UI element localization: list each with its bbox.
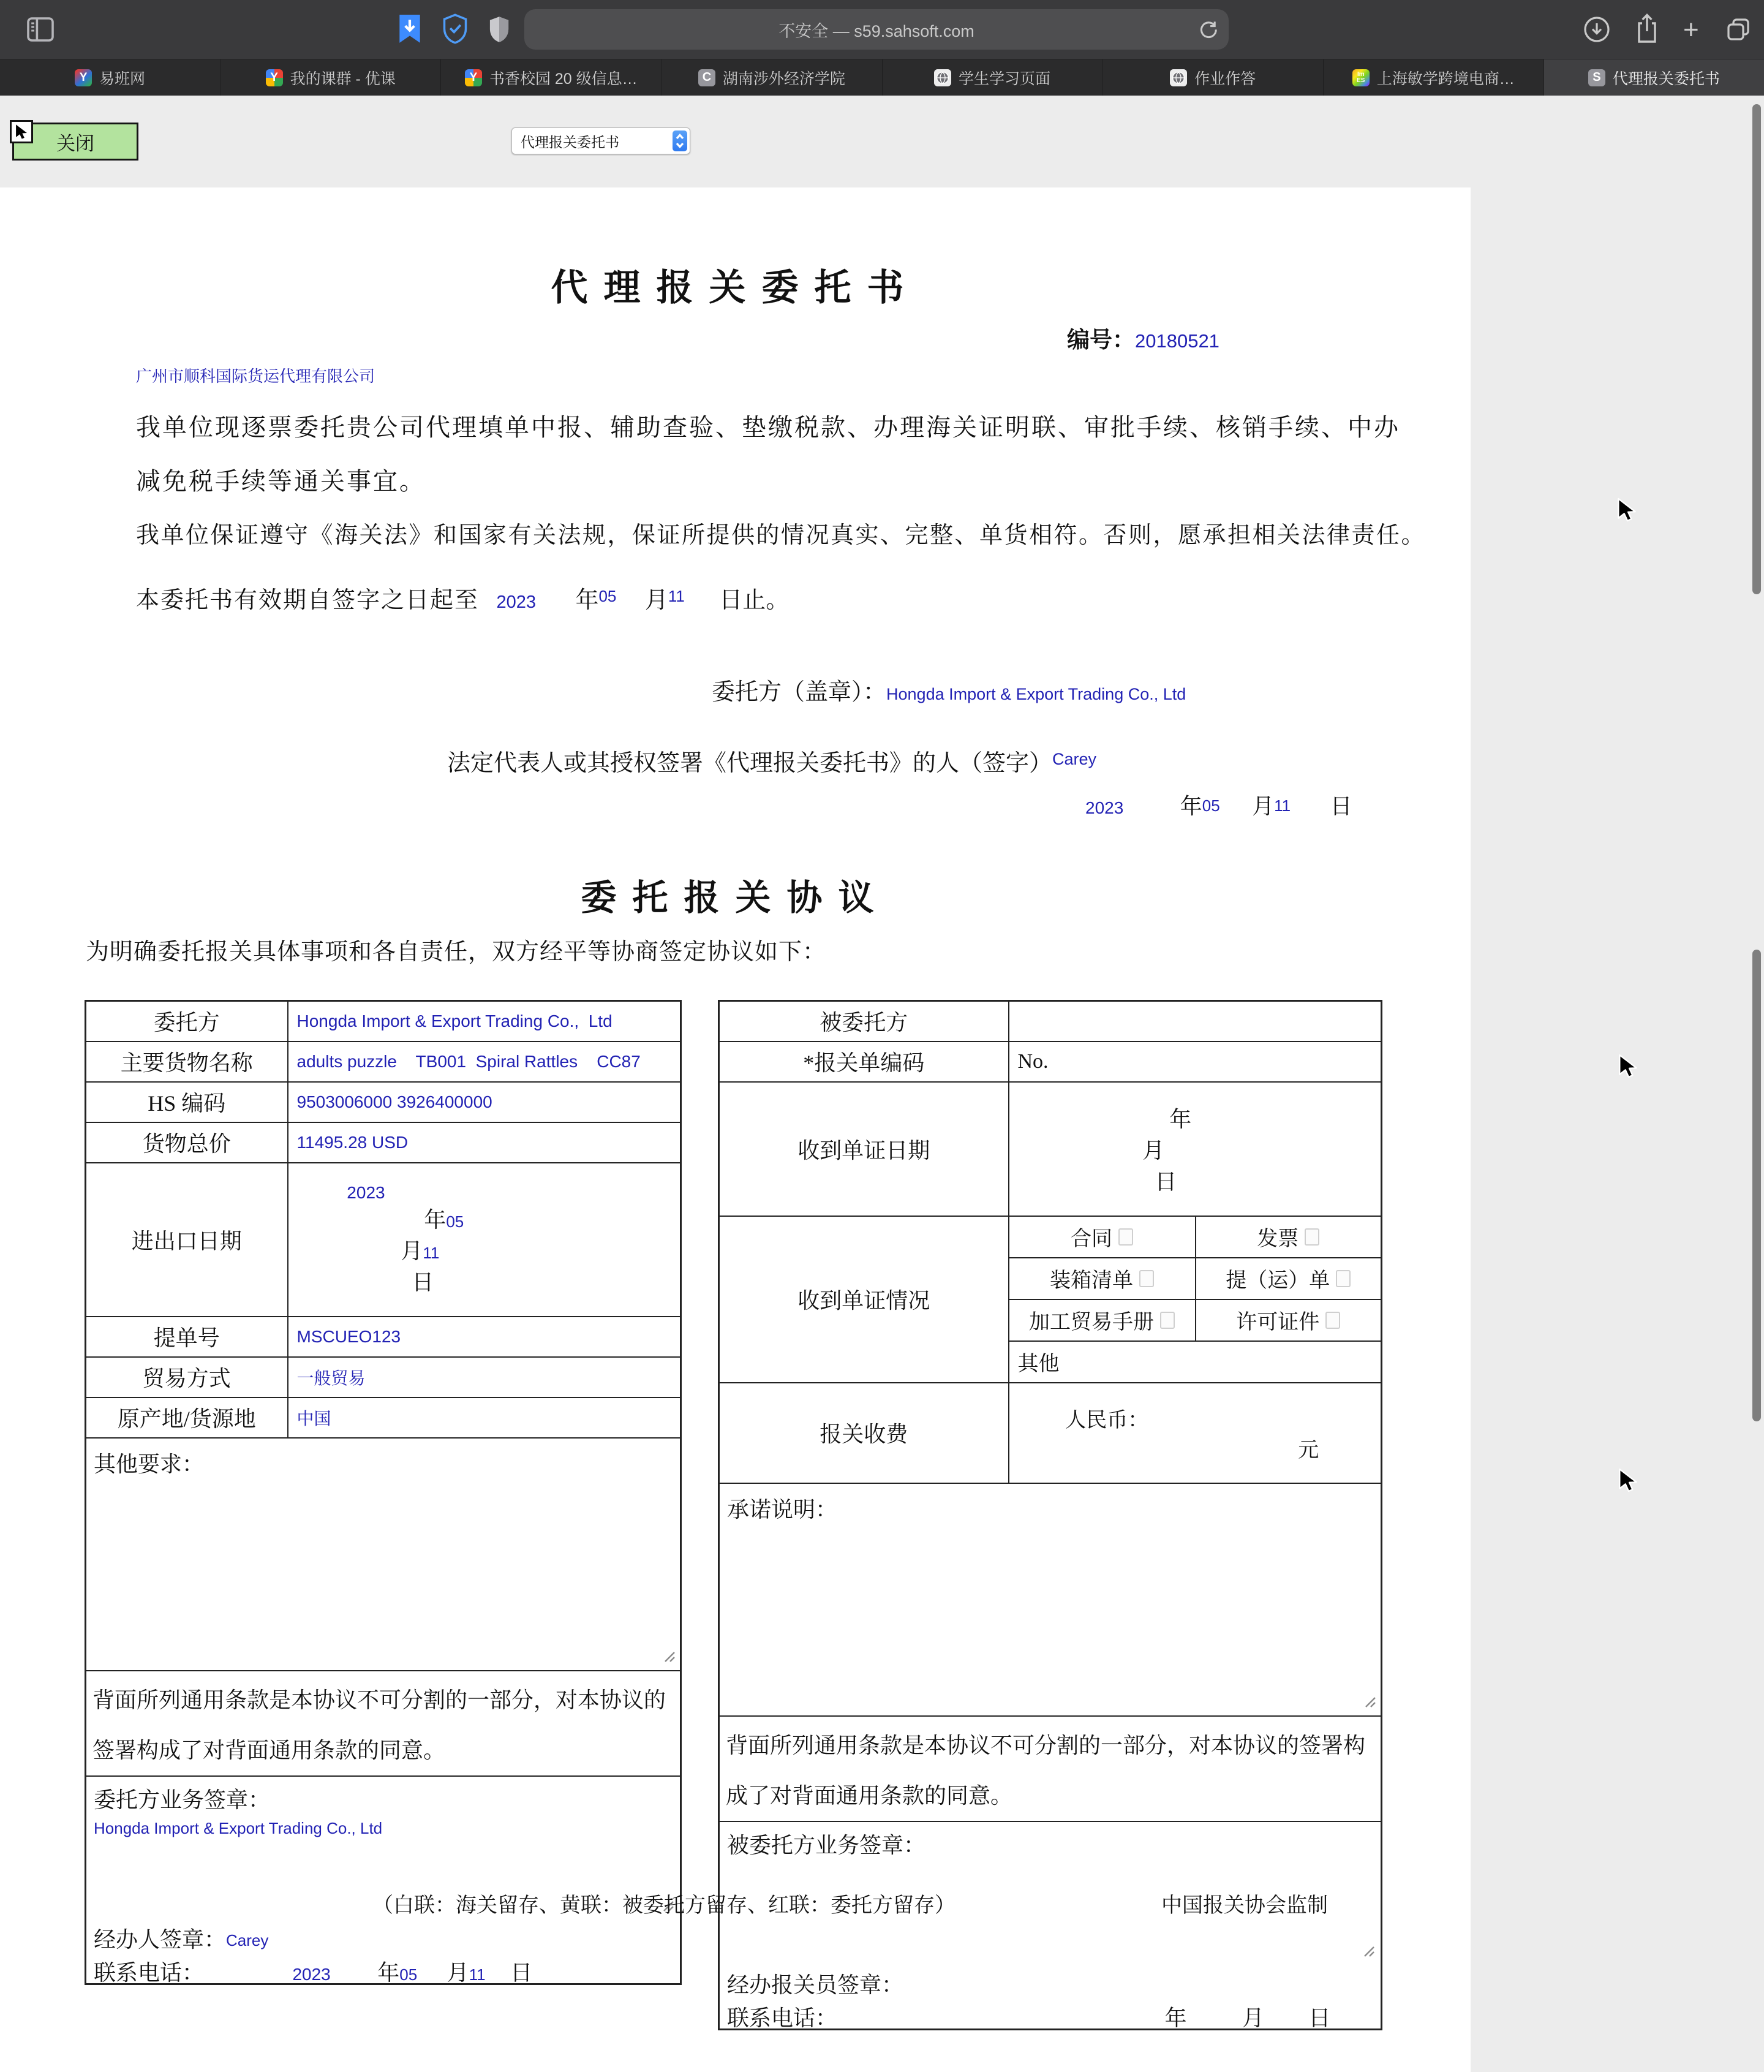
row-label: *报关单编码 bbox=[719, 1042, 1009, 1082]
entrusted-signature-cell bbox=[719, 1821, 1382, 2030]
origin-field[interactable]: 中国 bbox=[288, 1397, 681, 1438]
entrust-signature-cell bbox=[86, 1776, 681, 1984]
agreement-section-title: 委托报关协议 bbox=[581, 878, 890, 918]
month-char: 月 bbox=[401, 1238, 423, 1263]
validity-prefix: 本委托书有效期自签字之日起至 bbox=[136, 588, 480, 613]
tab-label: 作业作答 bbox=[1194, 70, 1256, 88]
agent-signature-label: 经办人签章： bbox=[94, 1927, 227, 1952]
row-label: 货物总价 bbox=[86, 1122, 288, 1163]
doc-item-contract: 合同 bbox=[1009, 1217, 1195, 1257]
declaration-paragraph-2: 我单位保证遵守《海关法》和国家有关法规，保证所提供的情况真实、完整、单货相符。否则，愿承担相关法律责任。 bbox=[136, 523, 1427, 548]
month-char: 月 bbox=[1142, 1138, 1165, 1163]
resize-handle-icon bbox=[1362, 1945, 1376, 1961]
tab-label: 书香校园 20 级信息… bbox=[489, 70, 638, 88]
entrust-signature-label: 委托方业务签章： bbox=[94, 1787, 271, 1812]
c-favicon-icon: C bbox=[698, 69, 715, 86]
bill-of-lading-checkbox[interactable] bbox=[1336, 1270, 1351, 1287]
year-char: 年 bbox=[1164, 2005, 1187, 2030]
customs-agent-signature-label: 经办报关员签章： bbox=[727, 1972, 904, 1997]
hs-code-field[interactable]: 9503006000 3926400000 bbox=[288, 1082, 681, 1122]
day-char: 日 bbox=[412, 1269, 434, 1295]
entrust-party-line bbox=[712, 673, 1186, 706]
shield-extension-icon[interactable] bbox=[489, 15, 510, 44]
contact-phone-line bbox=[94, 1956, 532, 1987]
documents-received-date-field[interactable] bbox=[1009, 1082, 1382, 1216]
month-char: 月 bbox=[1252, 794, 1275, 819]
new-tab-icon[interactable]: + bbox=[1683, 15, 1699, 45]
supervisor-note: 中国报关协会监制 bbox=[1161, 1894, 1328, 1917]
cursor-badge-icon bbox=[10, 120, 33, 143]
globe-favicon-icon bbox=[1170, 69, 1187, 86]
sig-day-value[interactable]: 11 bbox=[469, 1965, 486, 1984]
select-stepper-icon bbox=[673, 130, 687, 151]
share-icon[interactable] bbox=[1634, 12, 1660, 44]
tab-my-courses[interactable] bbox=[220, 59, 440, 96]
agreement-intro: 为明确委托报关具体事项和各自责任，双方经平等协商签定协议如下： bbox=[86, 939, 827, 965]
year-char: 年 bbox=[1180, 794, 1202, 819]
contact-phone-label: 联系电话： bbox=[727, 2005, 838, 2030]
tab-label: 我的课群 - 优课 bbox=[290, 70, 396, 88]
row-label: 收到单证日期 bbox=[719, 1082, 1009, 1216]
validity-year-value[interactable]: 2023 bbox=[496, 592, 536, 612]
promise-note-label: 承诺说明： bbox=[727, 1497, 838, 1522]
customs-declaration-document bbox=[0, 187, 1471, 2072]
entrusted-party-field[interactable] bbox=[1009, 1001, 1382, 1042]
tab-label: 代理报关委托书 bbox=[1612, 70, 1720, 88]
doc-item-trade-manual: 加工贸易手册 bbox=[1009, 1300, 1195, 1340]
terms-clause-cell bbox=[719, 1716, 1382, 1821]
entrust-company-field[interactable]: Hongda Import & Export Trading Co., Ltd bbox=[288, 1001, 681, 1042]
doc-item-packing-list: 装箱清单 bbox=[1009, 1258, 1195, 1299]
sig-month-value[interactable]: 05 bbox=[399, 1965, 418, 1984]
entrust-signature-company[interactable]: Hongda Import & Export Trading Co., Ltd bbox=[94, 1818, 383, 1837]
terms-clause-text: 背面所列通用条款是本协议不可分割的一部分，对本协议的签署构成了对背面通用条款的同意。 bbox=[92, 1687, 666, 1763]
fee-currency-label: 人民币： bbox=[1065, 1408, 1149, 1432]
doc-item-invoice: 发票 bbox=[1195, 1217, 1381, 1257]
tab-label: 易班网 bbox=[99, 70, 146, 88]
address-bar[interactable] bbox=[524, 9, 1229, 50]
row-label: 委托方 bbox=[86, 1001, 288, 1042]
year-char: 年 bbox=[1169, 1106, 1192, 1132]
reload-icon[interactable] bbox=[1198, 19, 1219, 40]
document-type-select[interactable] bbox=[511, 127, 690, 154]
bill-of-lading-field[interactable]: MSCUEO123 bbox=[288, 1317, 681, 1357]
yiban-favicon-icon: Y bbox=[75, 69, 92, 86]
contact-phone-label: 联系电话： bbox=[94, 1960, 205, 1985]
page-scrollbar-thumb[interactable] bbox=[1752, 950, 1761, 1421]
doc-item-bill-of-lading: 提（运）单 bbox=[1195, 1258, 1381, 1299]
s-favicon-icon: S bbox=[1588, 69, 1605, 86]
tab-label: 学生学习页面 bbox=[959, 70, 1051, 88]
entrust-party-value[interactable]: Hongda Import & Export Trading Co., Ltd bbox=[886, 685, 1186, 703]
packing-list-checkbox[interactable] bbox=[1139, 1270, 1154, 1287]
row-label: 进出口日期 bbox=[86, 1163, 288, 1317]
agent-company-name[interactable]: 广州市顺科国际货运代理有限公司 bbox=[136, 367, 375, 385]
youke-favicon-icon: Y bbox=[465, 69, 482, 86]
month-char: 月 bbox=[1242, 2005, 1264, 2030]
year-char: 年 bbox=[377, 1960, 400, 1985]
browser-toolbar bbox=[0, 0, 1764, 59]
day-char: 日 bbox=[1155, 1169, 1177, 1194]
resize-handle-icon bbox=[663, 1650, 676, 1666]
youke-favicon-icon: Y bbox=[266, 69, 283, 86]
day-char: 日 bbox=[1330, 794, 1352, 819]
doc-item-license: 许可证件 bbox=[1195, 1300, 1381, 1340]
goods-name-field[interactable]: adults puzzle TB001 Spiral Rattles CC87 bbox=[288, 1042, 681, 1082]
contract-checkbox[interactable] bbox=[1118, 1228, 1133, 1246]
terms-clause-cell bbox=[86, 1671, 681, 1776]
ie-day-value[interactable]: 11 bbox=[423, 1243, 440, 1262]
tab-shanghai-minxue[interactable] bbox=[1323, 59, 1544, 96]
sig-year-value[interactable]: 2023 bbox=[292, 1964, 331, 1984]
tab-yiban[interactable] bbox=[0, 59, 220, 96]
signature-date-line bbox=[1085, 789, 1352, 820]
sign-year-value[interactable]: 2023 bbox=[1085, 798, 1124, 817]
legal-representative-line bbox=[447, 744, 1096, 777]
day-char: 日 bbox=[510, 1960, 533, 1985]
sidebar-toggle-icon[interactable] bbox=[27, 17, 54, 42]
month-char: 月 bbox=[644, 588, 668, 613]
contact-phone-line bbox=[727, 2001, 1330, 2032]
document-title: 代理报关委托书 bbox=[551, 268, 920, 308]
ie-month-value[interactable]: 05 bbox=[446, 1212, 464, 1231]
fee-label: 报关收费 bbox=[719, 1383, 1009, 1483]
address-bar-url: 不安全 — s59.sahsoft.com bbox=[778, 21, 974, 40]
imes-favicon-icon: Im ES bbox=[1352, 69, 1370, 86]
entrust-party-label: 委托方（盖章）： bbox=[712, 679, 887, 705]
tab-label: 上海敏学跨境电商… bbox=[1376, 70, 1515, 88]
tab-shuxiang-campus[interactable] bbox=[440, 59, 661, 96]
shield-check-extension-icon[interactable] bbox=[442, 13, 468, 44]
agent-signature-line bbox=[94, 1923, 268, 1954]
entrusted-signature-label: 被委托方业务签章： bbox=[727, 1832, 926, 1858]
document-type-selected-value: 代理报关委托书 bbox=[521, 134, 619, 150]
validity-day-value[interactable]: 11 bbox=[668, 587, 685, 605]
tab-overview-icon[interactable] bbox=[1725, 16, 1752, 43]
tab-hunan-college[interactable] bbox=[661, 59, 881, 96]
terms-clause-text: 背面所列通用条款是本协议不可分割的一部分，对本协议的签署构成了对背面通用条款的同意。 bbox=[726, 1733, 1366, 1808]
sign-month-value[interactable]: 05 bbox=[1202, 796, 1220, 815]
documents-status-label: 收到单证情况 bbox=[719, 1216, 1009, 1383]
row-label: 主要货物名称 bbox=[86, 1042, 288, 1082]
row-label: 原产地/货源地 bbox=[86, 1397, 288, 1438]
month-char: 月 bbox=[447, 1960, 469, 1985]
ie-year-value[interactable]: 2023 bbox=[347, 1182, 385, 1202]
document-number-value[interactable]: 20180521 bbox=[1135, 330, 1219, 352]
declaration-paragraph-1: 我单位现逐票委托贵公司代理填单中报、辅助查验、垫缴税款、办理海关证明联、审批手续、核销手续、中办减免税手续等通关事宜。 bbox=[136, 414, 1400, 495]
row-label: 被委托方 bbox=[719, 1001, 1009, 1042]
other-requirements-textarea[interactable] bbox=[86, 1438, 681, 1671]
import-export-date-field bbox=[288, 1163, 681, 1317]
validity-line bbox=[136, 581, 789, 614]
row-label: 提单号 bbox=[86, 1317, 288, 1357]
globe-favicon-icon bbox=[934, 69, 951, 86]
entrusted-party-table bbox=[718, 1000, 1382, 2030]
copies-note: （白联：海关留存、黄联：被委托方留存、红联：委托方留存） bbox=[372, 1894, 956, 1917]
document-number-line bbox=[1067, 321, 1219, 354]
document-number-label: 编号： bbox=[1067, 328, 1135, 353]
tab-student-study[interactable] bbox=[882, 59, 1102, 96]
license-checkbox[interactable] bbox=[1325, 1312, 1340, 1329]
row-label: 贸易方式 bbox=[86, 1357, 288, 1397]
row-label: HS 编码 bbox=[86, 1082, 288, 1122]
legal-representative-label: 法定代表人或其授权签署《代理报关委托书》的人（签字） bbox=[447, 751, 1053, 776]
promise-note-textarea[interactable] bbox=[719, 1483, 1382, 1716]
trade-mode-field[interactable]: 一般贸易 bbox=[288, 1357, 681, 1397]
cursor-arrow bbox=[1616, 497, 1638, 525]
year-char: 年 bbox=[575, 588, 599, 613]
bookmark-extension-icon[interactable] bbox=[398, 15, 421, 44]
goods-value-field[interactable]: 11495.28 USD bbox=[288, 1122, 681, 1163]
doc-item-other: 其他 bbox=[1017, 1353, 1060, 1375]
fee-field[interactable] bbox=[1009, 1383, 1382, 1483]
fee-unit-label: 元 bbox=[1298, 1439, 1319, 1462]
inner-scrollbar-thumb[interactable] bbox=[1752, 104, 1761, 594]
tab-homework[interactable] bbox=[1102, 59, 1323, 96]
tab-bar bbox=[0, 59, 1764, 96]
close-button-label: 关闭 bbox=[56, 132, 94, 154]
validity-suffix: 日止。 bbox=[719, 588, 790, 613]
invoice-checkbox[interactable] bbox=[1305, 1228, 1319, 1246]
entrust-party-table bbox=[85, 1000, 682, 1985]
year-char: 年 bbox=[424, 1207, 447, 1232]
validity-month-value[interactable]: 05 bbox=[598, 587, 617, 605]
agent-signature-value[interactable]: Carey bbox=[226, 1930, 269, 1949]
tab-customs-declaration-active[interactable] bbox=[1544, 59, 1764, 96]
resize-handle-icon bbox=[1363, 1695, 1377, 1712]
trade-manual-checkbox[interactable] bbox=[1160, 1312, 1175, 1329]
customs-agent-signature-line bbox=[727, 1968, 903, 1999]
cursor-arrow bbox=[1617, 1054, 1639, 1081]
legal-representative-signature[interactable]: Carey bbox=[1052, 750, 1097, 768]
declaration-number-field[interactable]: No. bbox=[1009, 1042, 1382, 1082]
sign-day-value[interactable]: 11 bbox=[1274, 796, 1291, 815]
other-requirements-label: 其他要求： bbox=[94, 1451, 205, 1476]
downloads-icon[interactable] bbox=[1583, 16, 1610, 43]
cursor-arrow bbox=[1617, 1468, 1639, 1495]
tab-label: 湖南涉外经济学院 bbox=[722, 70, 845, 88]
day-char: 日 bbox=[1308, 2005, 1331, 2030]
